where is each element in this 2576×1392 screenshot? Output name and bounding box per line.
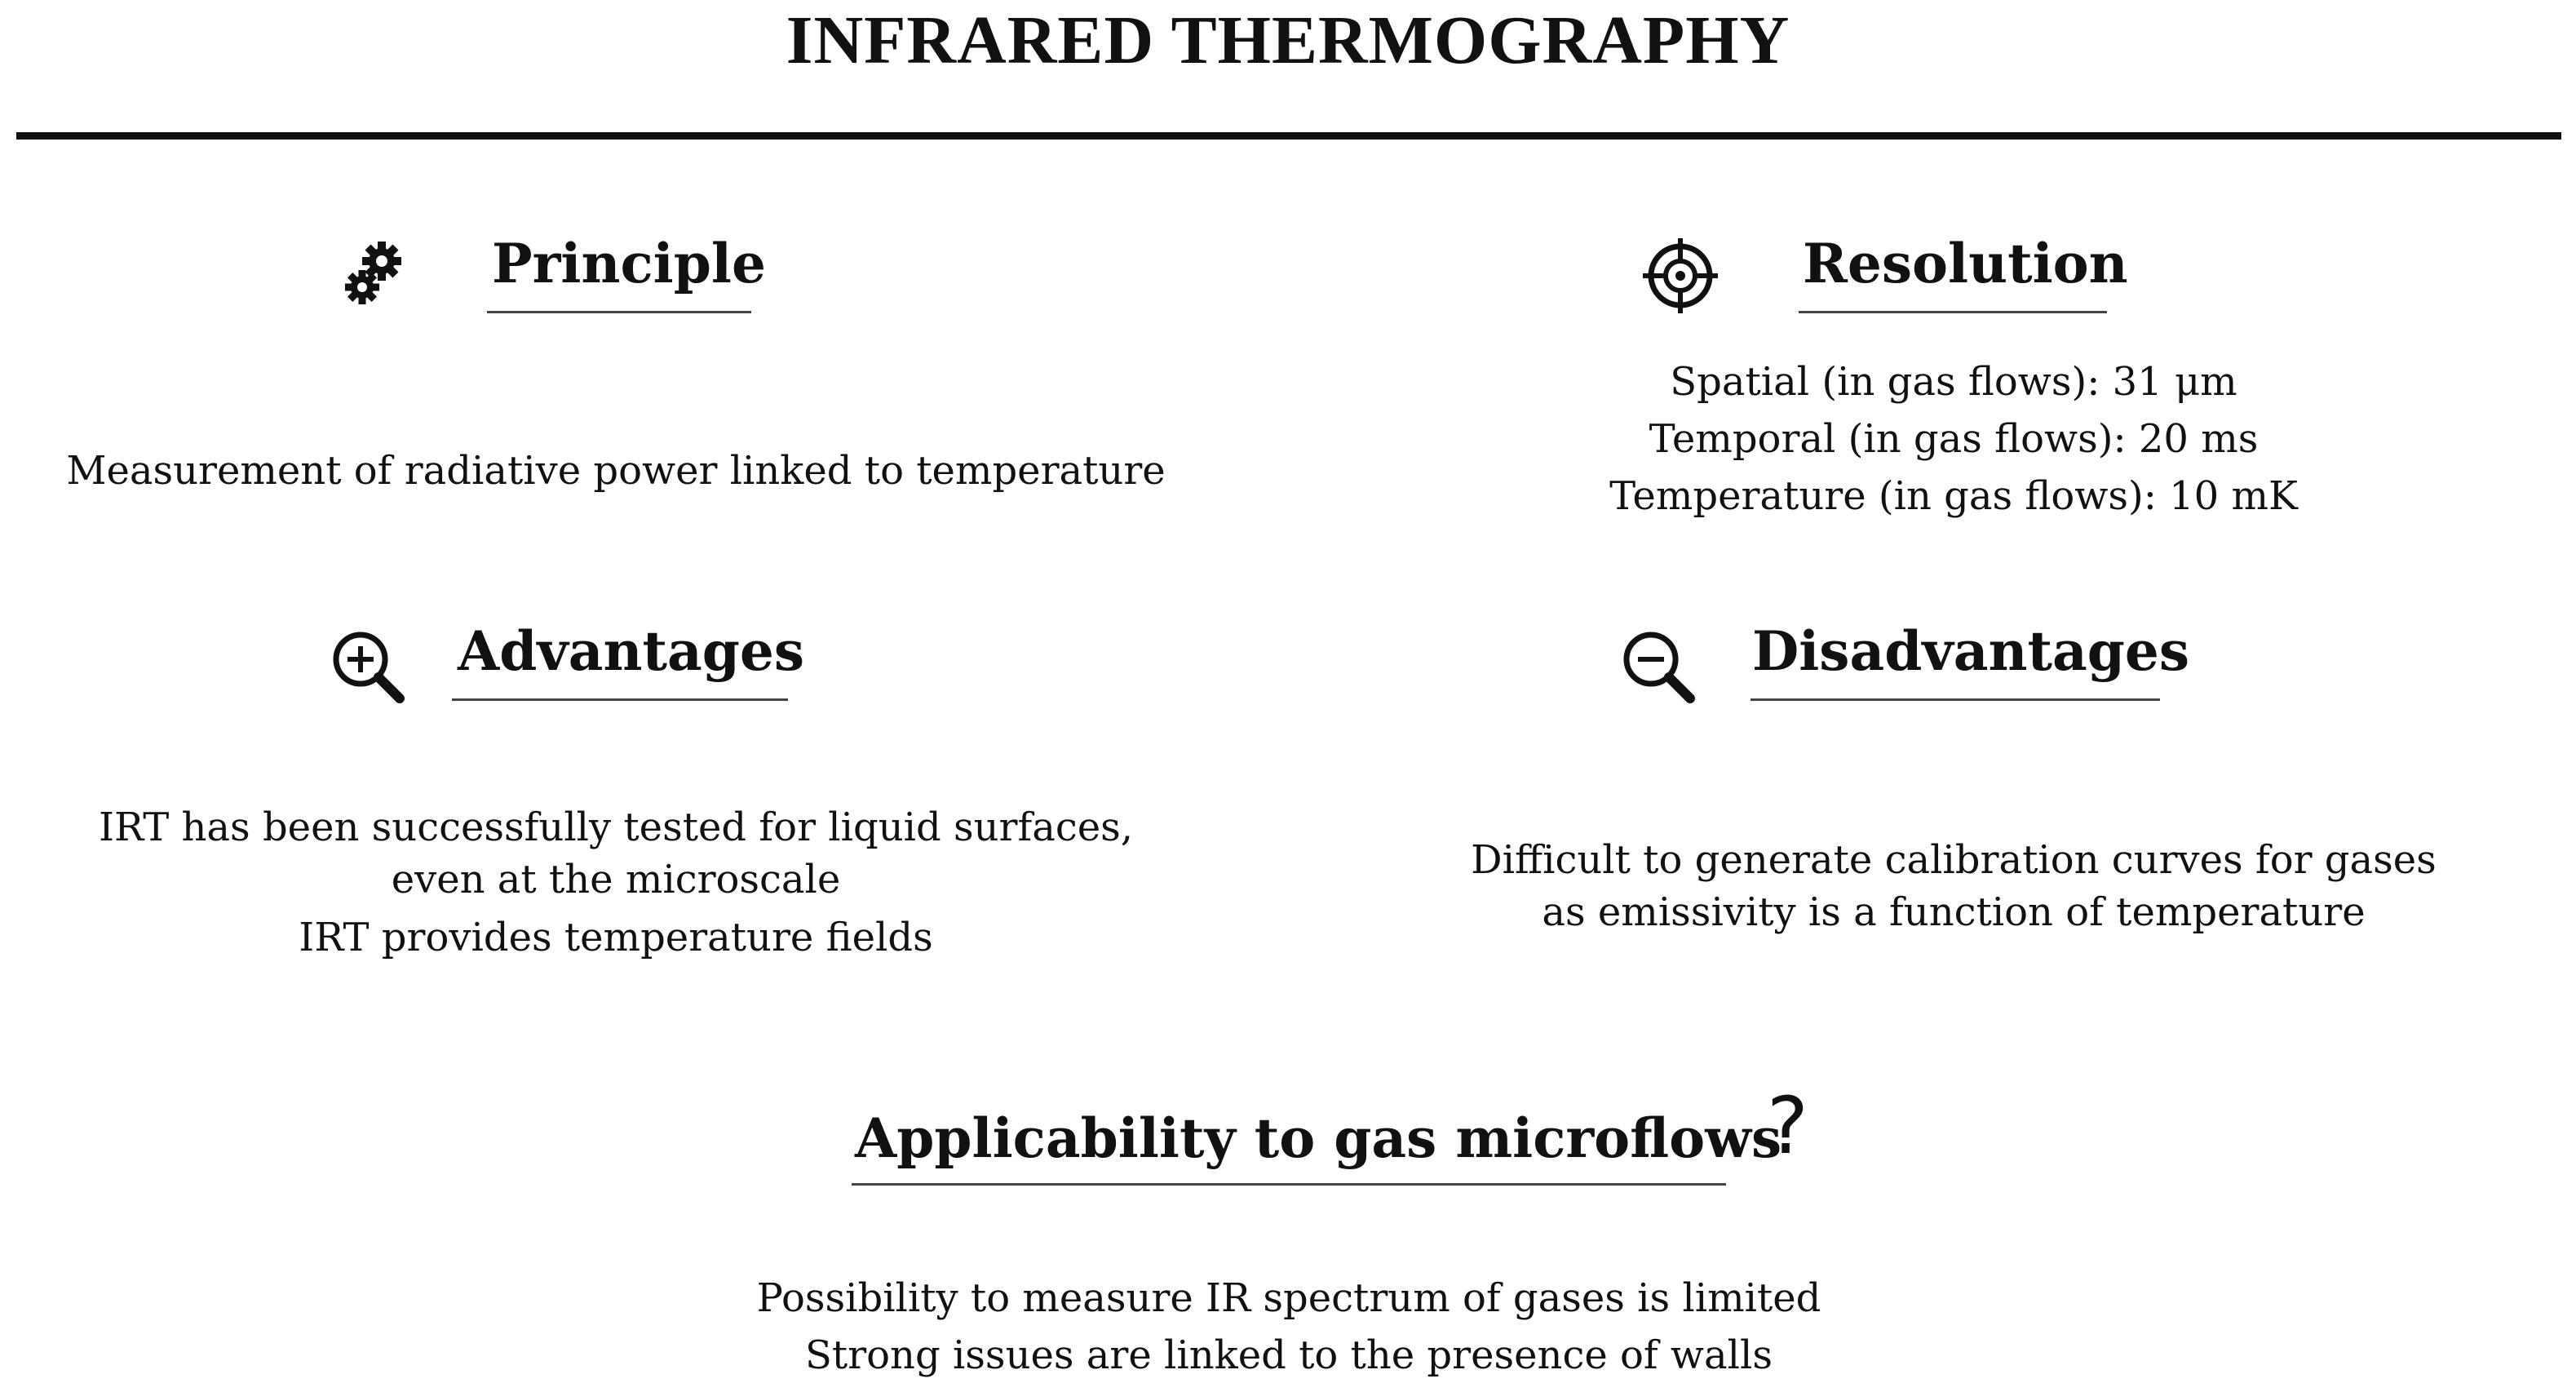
zoom-in-icon — [328, 627, 409, 708]
question-mark-icon: ? — [1767, 1080, 1808, 1172]
zoom-out-icon — [1618, 627, 1700, 708]
resolution-underline — [1799, 311, 2107, 313]
applicability-heading: Applicability to gas microflows — [855, 1106, 1782, 1170]
advantages-line: IRT provides temperature fields — [299, 915, 933, 960]
applicability-line: Possibility to measure IR spectrum of gases is limited — [756, 1275, 1821, 1321]
principle-underline — [487, 311, 751, 313]
target-icon — [1641, 237, 1720, 315]
advantages-line: even at the microscale — [391, 857, 841, 902]
principle-text — [33, 442, 1199, 499]
advantages-heading: Advantages — [458, 619, 805, 683]
principle-heading: Principle — [492, 232, 766, 295]
advantages-line: IRT has been successfully tested for liquid surfaces, — [98, 805, 1133, 850]
resolution-heading: Resolution — [1803, 232, 2128, 295]
page-title: INFRARED THERMOGRAPHY — [786, 2, 1790, 78]
applicability-text — [653, 1270, 1925, 1384]
advantages-text — [33, 801, 1199, 969]
applicability-line: Strong issues are linked to the presence of walls — [805, 1332, 1773, 1378]
gears-icon — [341, 237, 406, 310]
applicability-underline — [852, 1183, 1726, 1186]
resolution-line-spatial: Spatial (in gas flows): 31 μm — [1670, 359, 2237, 405]
principle-line: Measurement of radiative power linked to temperature — [66, 448, 1166, 494]
title-divider — [16, 132, 2561, 140]
disadvantages-underline — [1751, 698, 2160, 701]
resolution-text — [1550, 353, 2357, 525]
disadvantages-text — [1468, 834, 2439, 938]
disadvantages-line: as emissivity is a function of temperature — [1542, 889, 2366, 935]
resolution-line-temperature: Temperature (in gas flows): 10 mK — [1609, 473, 2298, 519]
disadvantages-heading: Disadvantages — [1752, 619, 2190, 683]
resolution-line-temporal: Temporal (in gas flows): 20 ms — [1649, 416, 2259, 462]
advantages-underline — [452, 698, 788, 701]
disadvantages-line: Difficult to generate calibration curves for gases — [1471, 837, 2437, 883]
